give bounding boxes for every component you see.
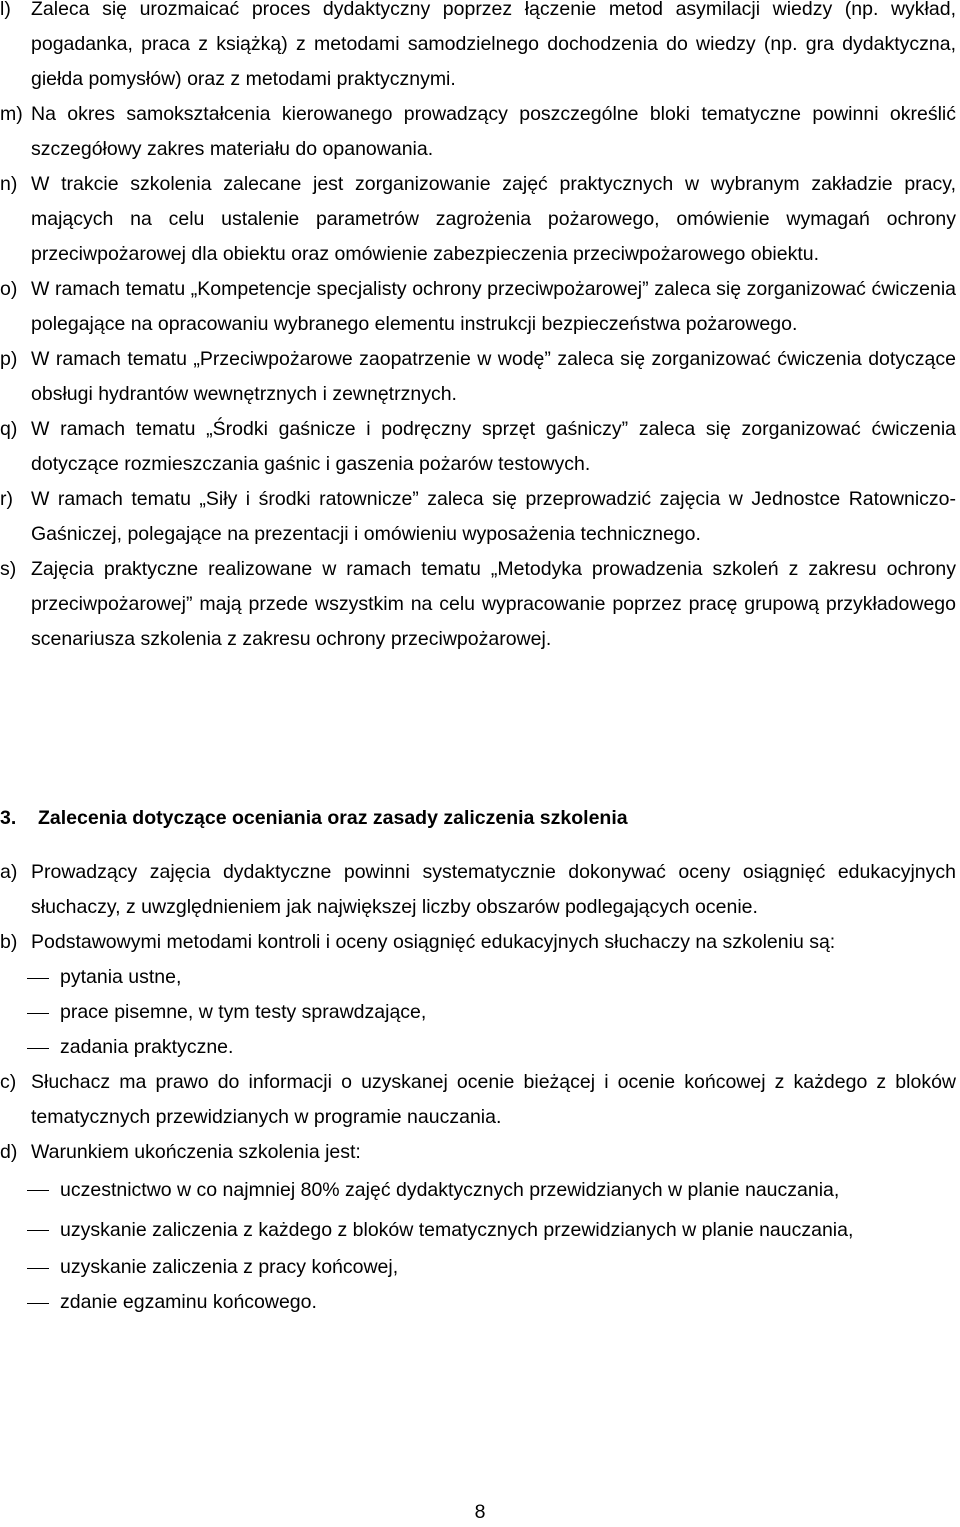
section-title: Zalecenia dotyczące oceniania oraz zasady zaliczenia szkolenia (38, 807, 628, 829)
item-label: b) (0, 931, 18, 953)
item-text: Zaleca się urozmaicać proces dydaktyczny poprzez łączenie metod asymilacji wiedzy (np. wykład, pogadanka, praca z książką) z metodami samodzielnego dochodzenia do wiedzy (np. gra dydaktyczna, giełda pomysłów) oraz z metodami praktycznymi. (31, 0, 956, 90)
bullet-text: uzyskanie zaliczenia z pracy końcowej, (60, 1256, 399, 1278)
bullet-text: zdanie egzaminu końcowego. (60, 1291, 317, 1313)
item-label: l) (0, 0, 11, 20)
list-item (0, 995, 960, 1030)
list-item-d (0, 1135, 960, 1170)
item-text: Na okres samokształcenia kierowanego prowadzący poszczególne bloki tematyczne powinni określić szczegółowy zakres materiału do opanowania. (31, 103, 956, 160)
item-label: m) (0, 103, 23, 125)
dash-bullet (27, 1170, 49, 1210)
dash-bullet (27, 1250, 49, 1285)
list-item (0, 1210, 960, 1250)
list-item-p (0, 342, 960, 412)
item-text: W trakcie szkolenia zalecane jest zorganizowanie zajęć praktycznych w wybranym zakładzie pracy, mających na celu ustalenie parametrów zagrożenia pożarowego, omówienie wymagań ochrony przeciwpożarowej dla obiektu oraz omówienie zabezpieczenia przeciwpożarowego obiektu. (31, 173, 956, 265)
list-item-o (0, 272, 960, 342)
list-item-b (0, 925, 960, 960)
item-text: Podstawowymi metodami kontroli i oceny osiągnięć edukacyjnych słuchaczy na szkoleniu są: (31, 931, 836, 953)
list-item-q (0, 412, 960, 482)
item-label: p) (0, 348, 18, 370)
bullet-text: pytania ustne, (60, 966, 182, 988)
item-text: Zajęcia praktyczne realizowane w ramach tematu „Metodyka prowadzenia szkoleń z zakresu ochrony przeciwpożarowej” mają przede wszystkim na celu wypracowanie poprzez pracę grupową przykładowego scenariusza szkolenia z zakresu ochrony przeciwpożarowej. (31, 558, 956, 650)
section-3 (0, 801, 960, 1320)
list-item-r (0, 482, 960, 552)
item-label: d) (0, 1141, 18, 1163)
item-label: r) (0, 488, 13, 510)
assessment-methods-list (0, 960, 960, 1065)
item-text: W ramach tematu „Siły i środki ratownicze” zaleca się przeprowadzić zajęcia w Jednostce Ratowniczo-Gaśniczej, polegające na prezentacji i omówieniu wyposażenia technicznego. (31, 488, 956, 545)
list-item-l (0, 0, 960, 97)
item-label: c) (0, 1071, 17, 1093)
list-item (0, 1030, 960, 1065)
list-item-s (0, 552, 960, 657)
item-label: n) (0, 173, 18, 195)
bullet-text: zadania praktyczne. (60, 1036, 234, 1058)
completion-conditions-list (0, 1170, 960, 1320)
list-item (0, 960, 960, 995)
item-label: s) (0, 558, 17, 580)
item-label: a) (0, 861, 18, 883)
list-item-m (0, 97, 960, 167)
item-label: o) (0, 278, 18, 300)
section-heading (0, 801, 960, 836)
bullet-text: uczestnictwo w co najmniej 80% zajęć dydaktycznych przewidzianych w planie nauczania, (60, 1179, 840, 1201)
page-number: 8 (474, 1501, 486, 1523)
dash-bullet (27, 960, 49, 995)
item-label: q) (0, 418, 18, 440)
item-text: W ramach tematu „Przeciwpożarowe zaopatrzenie w wodę” zaleca się zorganizować ćwiczenia dotyczące obsługi hydrantów wewnętrznych i zewnętrznych. (31, 348, 956, 405)
item-text: Prowadzący zajęcia dydaktyczne powinni systematycznie dokonywać oceny osiągnięć edukacyjnych słuchaczy, z uwzględnieniem jak największej liczby obszarów podlegających ocenie. (31, 861, 956, 918)
item-text: W ramach tematu „Kompetencje specjalisty ochrony przeciwpożarowej” zaleca się zorganizować ćwiczenia polegające na opracowaniu wybranego elementu instrukcji bezpieczeństwa pożarowego. (31, 278, 956, 335)
list-item-c (0, 1065, 960, 1135)
list-item (0, 1285, 960, 1320)
dash-bullet (27, 1210, 49, 1250)
list-item (0, 1170, 960, 1210)
top-items (0, 0, 960, 657)
section-number: 3. (0, 807, 17, 829)
bullet-text: prace pisemne, w tym testy sprawdzające, (60, 1001, 427, 1023)
dash-bullet (27, 1285, 49, 1320)
dash-bullet (27, 1030, 49, 1065)
item-text: Warunkiem ukończenia szkolenia jest: (31, 1141, 361, 1163)
dash-bullet (27, 995, 49, 1030)
item-text: W ramach tematu „Środki gaśnicze i podręczny sprzęt gaśniczy” zaleca się zorganizować ćwiczenia dotyczące rozmieszczania gaśnic i gaszenia pożarów testowych. (31, 418, 956, 475)
list-item (0, 1250, 960, 1285)
item-text: Słuchacz ma prawo do informacji o uzyskanej ocenie bieżącej i ocenie końcowej z każdego z bloków tematycznych przewidzianych w programie nauczania. (31, 1071, 956, 1128)
list-item-n (0, 167, 960, 272)
bullet-text: uzyskanie zaliczenia z każdego z bloków tematycznych przewidzianych w planie nauczania, (60, 1219, 854, 1241)
list-item-a (0, 855, 960, 925)
